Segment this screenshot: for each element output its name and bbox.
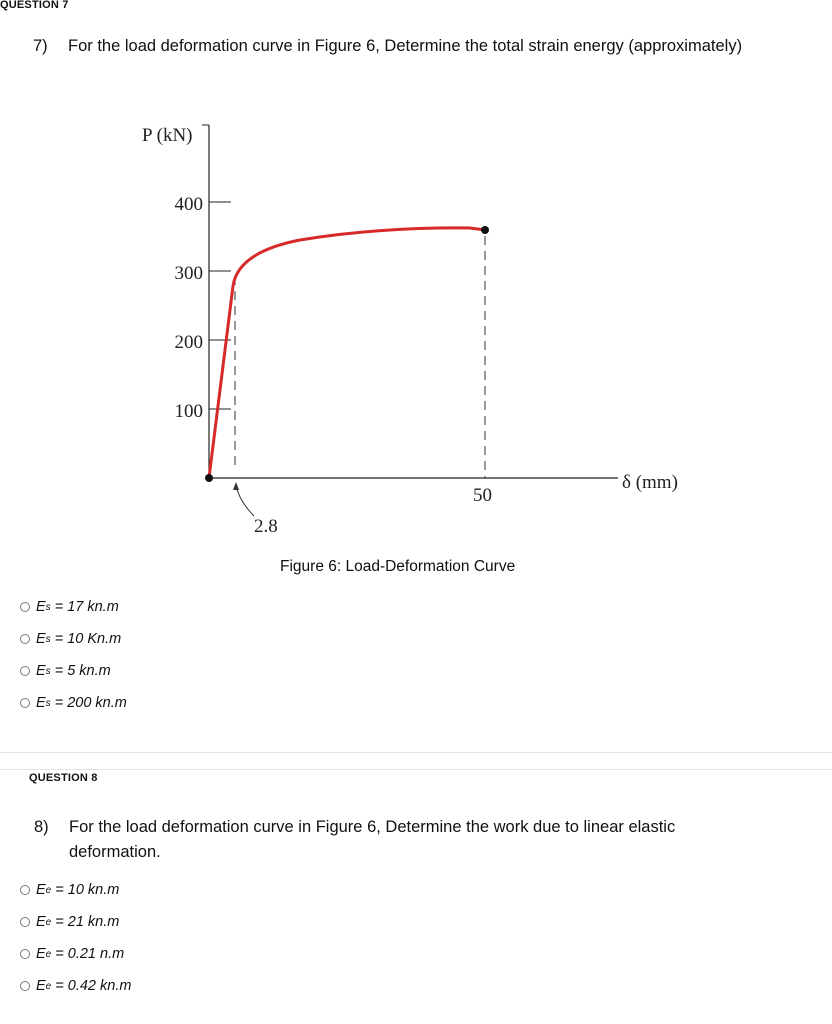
question-8-number: 8) [34,818,49,836]
option-subscript: e [45,980,52,992]
question-7-text [33,34,742,59]
x-axis-label: δ (mm) [622,472,678,493]
q8-option-3[interactable] [20,938,131,970]
radio-button[interactable] [20,917,30,927]
question-7-options [20,591,127,719]
radio-button[interactable] [20,981,30,991]
radio-button[interactable] [20,949,30,959]
option-value: = 5 kn.m [54,663,111,679]
radio-button[interactable] [20,698,30,708]
origin-point [205,474,213,482]
q8-option-1[interactable] [20,874,131,906]
option-symbol: E [36,978,46,994]
question-8-options [20,874,131,1002]
q7-option-1[interactable] [20,591,127,623]
q7-option-2[interactable] [20,623,127,655]
annotation-arrow [236,486,254,516]
fracture-point [481,226,489,234]
y-tick-label-300: 300 [174,263,203,284]
radio-button[interactable] [20,634,30,644]
x-annotation-label: 2.8 [254,516,278,537]
question-8-text [34,815,675,865]
radio-button[interactable] [20,885,30,895]
option-value: = 21 kn.m [55,914,120,930]
question-8-header: QUESTION 8 [29,772,98,784]
option-subscript: e [45,948,52,960]
option-value: = 200 kn.m [54,695,127,711]
option-subscript: e [45,916,52,928]
q7-option-3[interactable] [20,655,127,687]
option-subscript: s [45,697,51,709]
option-symbol: E [36,663,46,679]
y-tick-label-200: 200 [174,332,203,353]
option-subscript: s [45,633,51,645]
q8-option-2[interactable] [20,906,131,938]
option-value: = 10 Kn.m [54,631,122,647]
option-symbol: E [36,946,46,962]
load-deformation-curve [209,228,485,478]
option-value: = 0.42 kn.m [55,978,132,994]
load-deformation-figure [0,100,832,580]
y-tick-label-100: 100 [174,401,203,422]
question-divider [0,752,832,770]
option-symbol: E [36,631,46,647]
option-value: = 17 kn.m [54,599,119,615]
annotation-arrowhead [233,482,239,490]
option-subscript: s [45,665,51,677]
question-7-prompt: For the load deformation curve in Figure 6, Determine the total strain energy (approximately) [68,37,743,55]
option-symbol: E [36,695,46,711]
option-subscript: s [45,601,51,613]
question-8-prompt-line1: For the load deformation curve in Figure 6, Determine the work due to linear elastic [69,818,676,836]
question-7-header: QUESTION 7 [0,0,69,11]
radio-button[interactable] [20,602,30,612]
question-7-number: 7) [33,37,48,55]
q7-option-4[interactable] [20,687,127,719]
q8-option-4[interactable] [20,970,131,1002]
radio-button[interactable] [20,666,30,676]
option-subscript: e [45,884,52,896]
x-tick-label-50: 50 [473,485,492,506]
question-8-prompt-line2: deformation. [69,843,161,861]
option-symbol: E [36,914,46,930]
option-value: = 10 kn.m [55,882,120,898]
y-axis-label: P (kN) [142,125,193,146]
option-symbol: E [36,882,46,898]
figure-caption: Figure 6: Load-Deformation Curve [280,558,516,575]
option-value: = 0.21 n.m [55,946,125,962]
option-symbol: E [36,599,46,615]
y-tick-label-400: 400 [174,194,203,215]
